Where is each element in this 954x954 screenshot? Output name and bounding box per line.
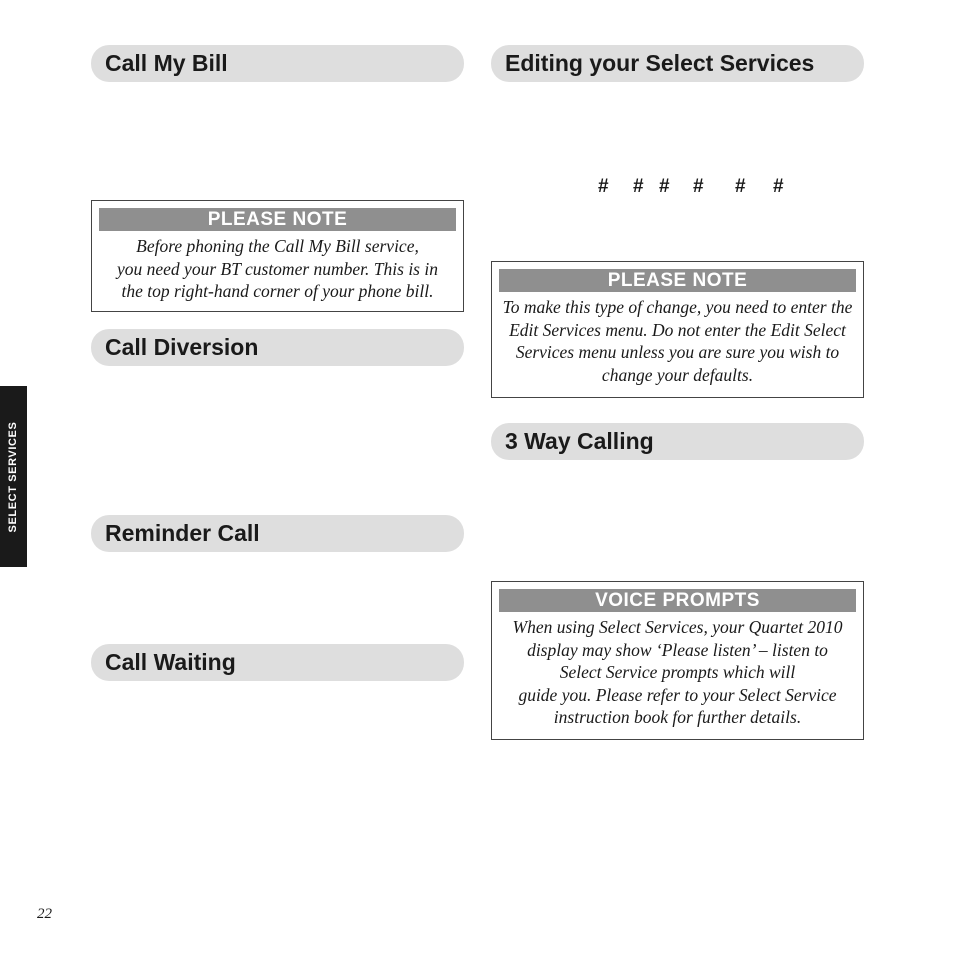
side-tab-label: SELECT SERVICES [7, 421, 19, 533]
heading-editing-select-services: Editing your Select Services [491, 45, 864, 82]
note-line: guide you. Please refer to your Select Service [518, 684, 837, 705]
note-line: Before phoning the Call My Bill service, [136, 236, 419, 256]
note-line: the top right-hand corner of your phone bill. [121, 281, 434, 301]
hash-symbol: # [598, 176, 609, 197]
note-line: instruction book for further details. [553, 707, 802, 727]
hash-key-sequence [598, 176, 798, 200]
voice-prompts-title: VOICE PROMPTS [499, 589, 856, 612]
heading-call-my-bill: Call My Bill [91, 45, 464, 82]
heading-call-waiting: Call Waiting [91, 644, 464, 681]
hash-symbol: # [633, 176, 644, 197]
please-note-box-call-my-bill [91, 200, 464, 312]
please-note-text [494, 296, 861, 386]
heading-3-way-calling: 3 Way Calling [491, 423, 864, 460]
please-note-box-editing [491, 261, 864, 398]
please-note-text [94, 235, 461, 303]
note-line: Select Service prompts which will [559, 662, 796, 682]
heading-reminder-call: Reminder Call [91, 515, 464, 552]
please-note-title: PLEASE NOTE [499, 269, 856, 292]
hash-symbol: # [735, 176, 746, 197]
note-line: Edit Services menu. Do not enter the Edit Select [509, 319, 846, 340]
page-number: 22 [37, 906, 52, 922]
voice-prompts-text [494, 616, 861, 729]
hash-symbol: # [693, 176, 704, 197]
hash-symbol: # [659, 176, 670, 197]
note-line: change your defaults. [601, 364, 754, 385]
note-line: Services menu unless you are sure you wish to [515, 342, 840, 362]
note-line: When using Select Services, your Quartet 2010 [512, 617, 843, 637]
note-line: To make this type of change, you need to enter the [502, 297, 853, 317]
voice-prompts-box [491, 581, 864, 740]
heading-call-diversion: Call Diversion [91, 329, 464, 366]
please-note-title: PLEASE NOTE [99, 208, 456, 231]
hash-symbol: # [773, 176, 784, 197]
note-line: display may show ‘Please listen’ – listen to [527, 639, 828, 660]
note-line: you need your BT customer number. This is in [117, 258, 438, 279]
